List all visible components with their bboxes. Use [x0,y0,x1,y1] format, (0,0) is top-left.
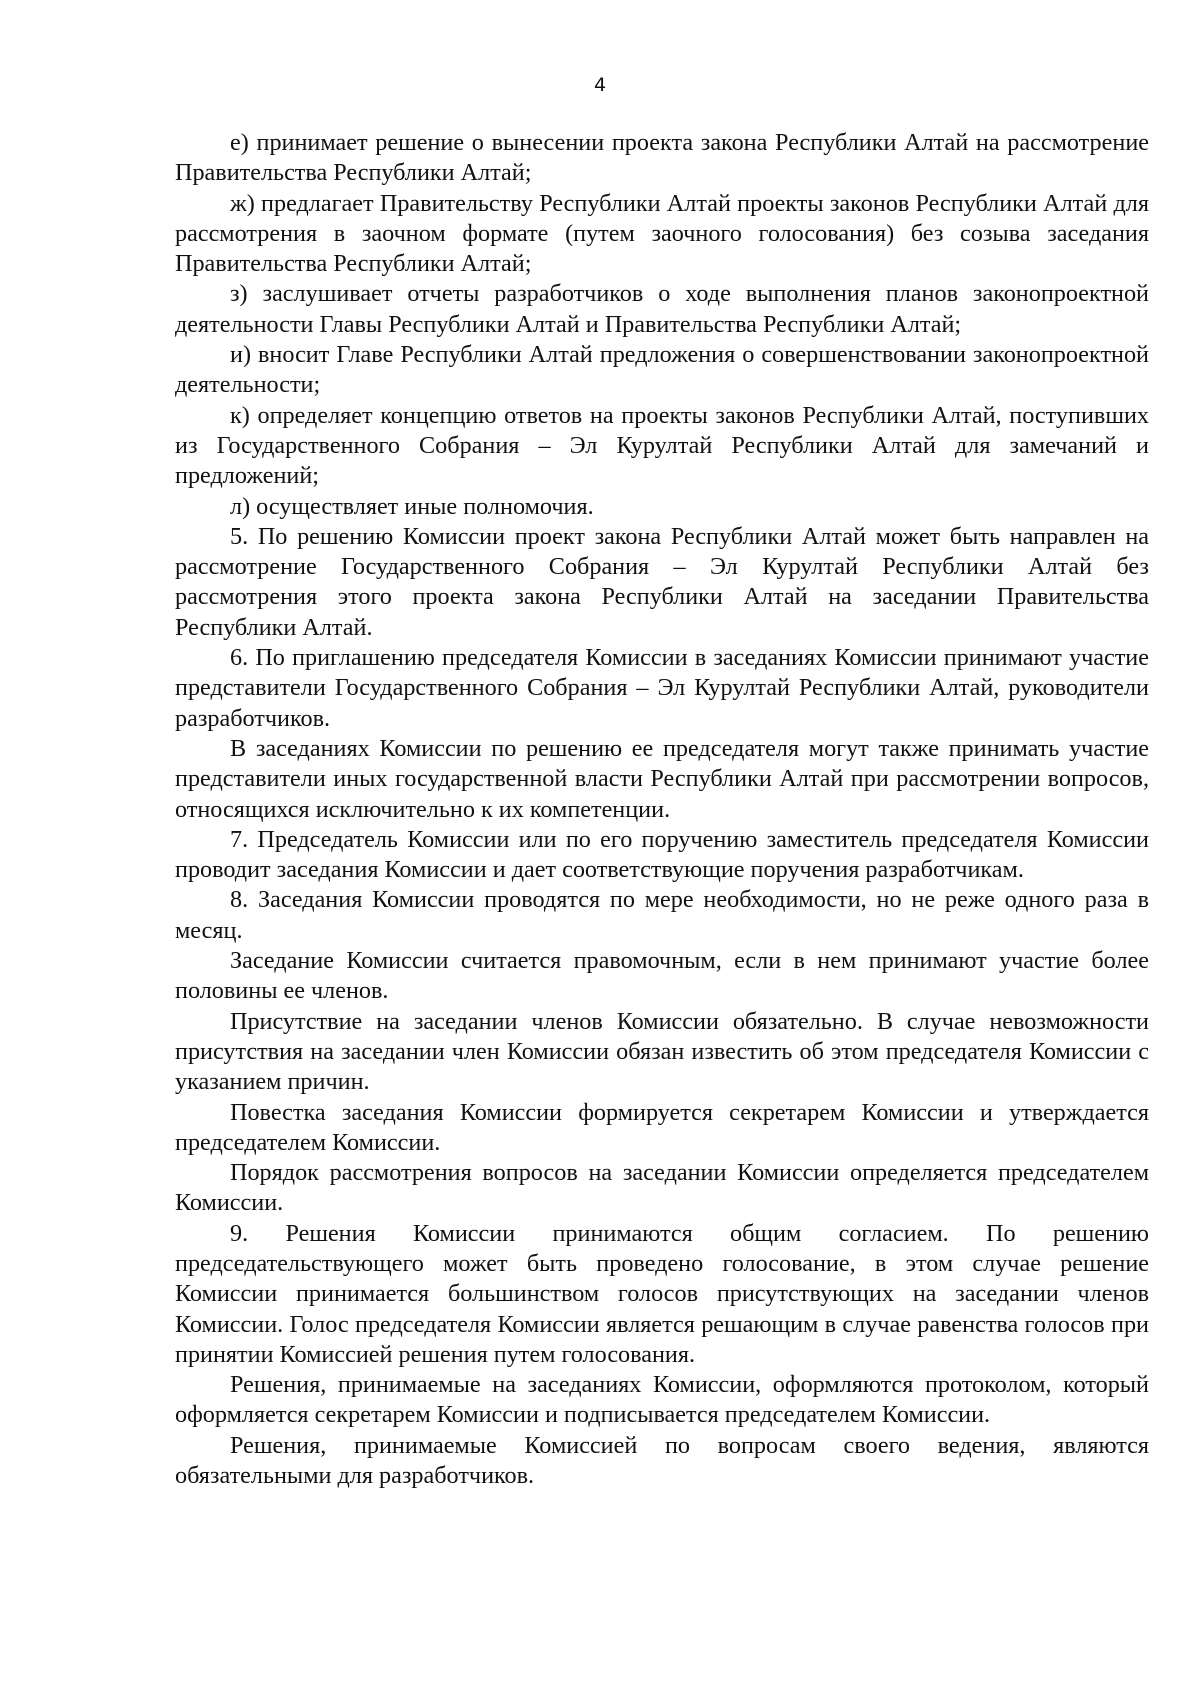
paragraph-clause-9-binding: Решения, принимаемые Комиссией по вопросам своего ведения, являются обязательными для разработчиков. [175,1431,1149,1490]
paragraph-clause-8: 8. Заседания Комиссии проводятся по мере необходимости, но не реже одного раза в месяц. [175,886,1149,944]
paragraph-clause-9-protocol: Решения, принимаемые на заседаниях Комиссии, оформляются протоколом, который оформляется секретарем Комиссии и подписывается председателем Комиссии. [175,1371,1149,1429]
paragraph-item-l: л) осуществляет иные полномочия. [230,492,594,520]
paragraph-item-k: к) определяет концепцию ответов на проекты законов Республики Алтай, поступивших из Государственного Собрания – Эл Курултай Республики Алтай для замечаний и предложений; [175,401,1149,490]
paragraph-clause-8-quorum: Заседание Комиссии считается правомочным, если в нем принимают участие более половины ее членов. [175,947,1149,1005]
paragraph-item-i: и) вносит Главе Республики Алтай предложения о совершенствовании законопроектной деятельности; [175,341,1149,399]
paragraph-item-e: е) принимает решение о вынесении проекта закона Республики Алтай на рассмотрение Правительства Республики Алтай; [175,129,1149,187]
paragraph-clause-7: 7. Председатель Комиссии или по его поручению заместитель председателя Комиссии проводит заседания Комиссии и дает соответствующие поручения разработчикам. [175,825,1149,884]
paragraph-clause-8-agenda: Повестка заседания Комиссии формируется секретарем Комиссии и утверждается председателем Комиссии. [175,1098,1149,1156]
paragraph-clause-9: 9. Решения Комиссии принимаются общим согласием. По решению председательствующего может быть проведено голосование, в этом случае решение Комиссии принимается большинством голосов присутствующих на заседании членов Комиссии. Голос председателя Комиссии является решающим в случае равенства голосов при принятии Комиссией решения путем голосования. [175,1219,1149,1368]
paragraph-item-z: з) заслушивает отчеты разработчиков о ходе выполнения планов законопроектной деятельности Главы Республики Алтай и Правительства Республики Алтай; [175,280,1149,338]
paragraph-clause-6-cont: В заседаниях Комиссии по решению ее председателя могут также принимать участие представители иных государственной власти Республики Алтай при рассмотрении вопросов, относящихся исключительно к их компетенции. [175,734,1149,823]
paragraph-clause-8-attendance: Присутствие на заседании членов Комиссии обязательно. В случае невозможности присутствия на заседании член Комиссии обязан известить об этом председателя Комиссии с указанием причин. [175,1007,1149,1096]
page-number: 4 [593,74,607,96]
paragraph-item-zh: ж) предлагает Правительству Республики Алтай проекты законов Республики Алтай для рассмотрения в заочном формате (путем заочного голосования) без созыва заседания Правительства Республики Алтай; [175,189,1149,278]
paragraph-clause-5: 5. По решению Комиссии проект закона Республики Алтай может быть направлен на рассмотрение Государственного Собрания – Эл Курултай Республики Алтай без рассмотрения этого проекта закона Республики Алтай на заседании Правительства Республики Алтай. [175,522,1149,641]
paragraph-clause-8-order: Порядок рассмотрения вопросов на заседании Комиссии определяется председателем Комиссии. [175,1159,1149,1217]
document-body [175,128,1149,1491]
paragraph-clause-6: 6. По приглашению председателя Комиссии в заседаниях Комиссии принимают участие представители Государственного Собрания – Эл Курултай Республики Алтай, руководители разработчиков. [175,644,1149,732]
